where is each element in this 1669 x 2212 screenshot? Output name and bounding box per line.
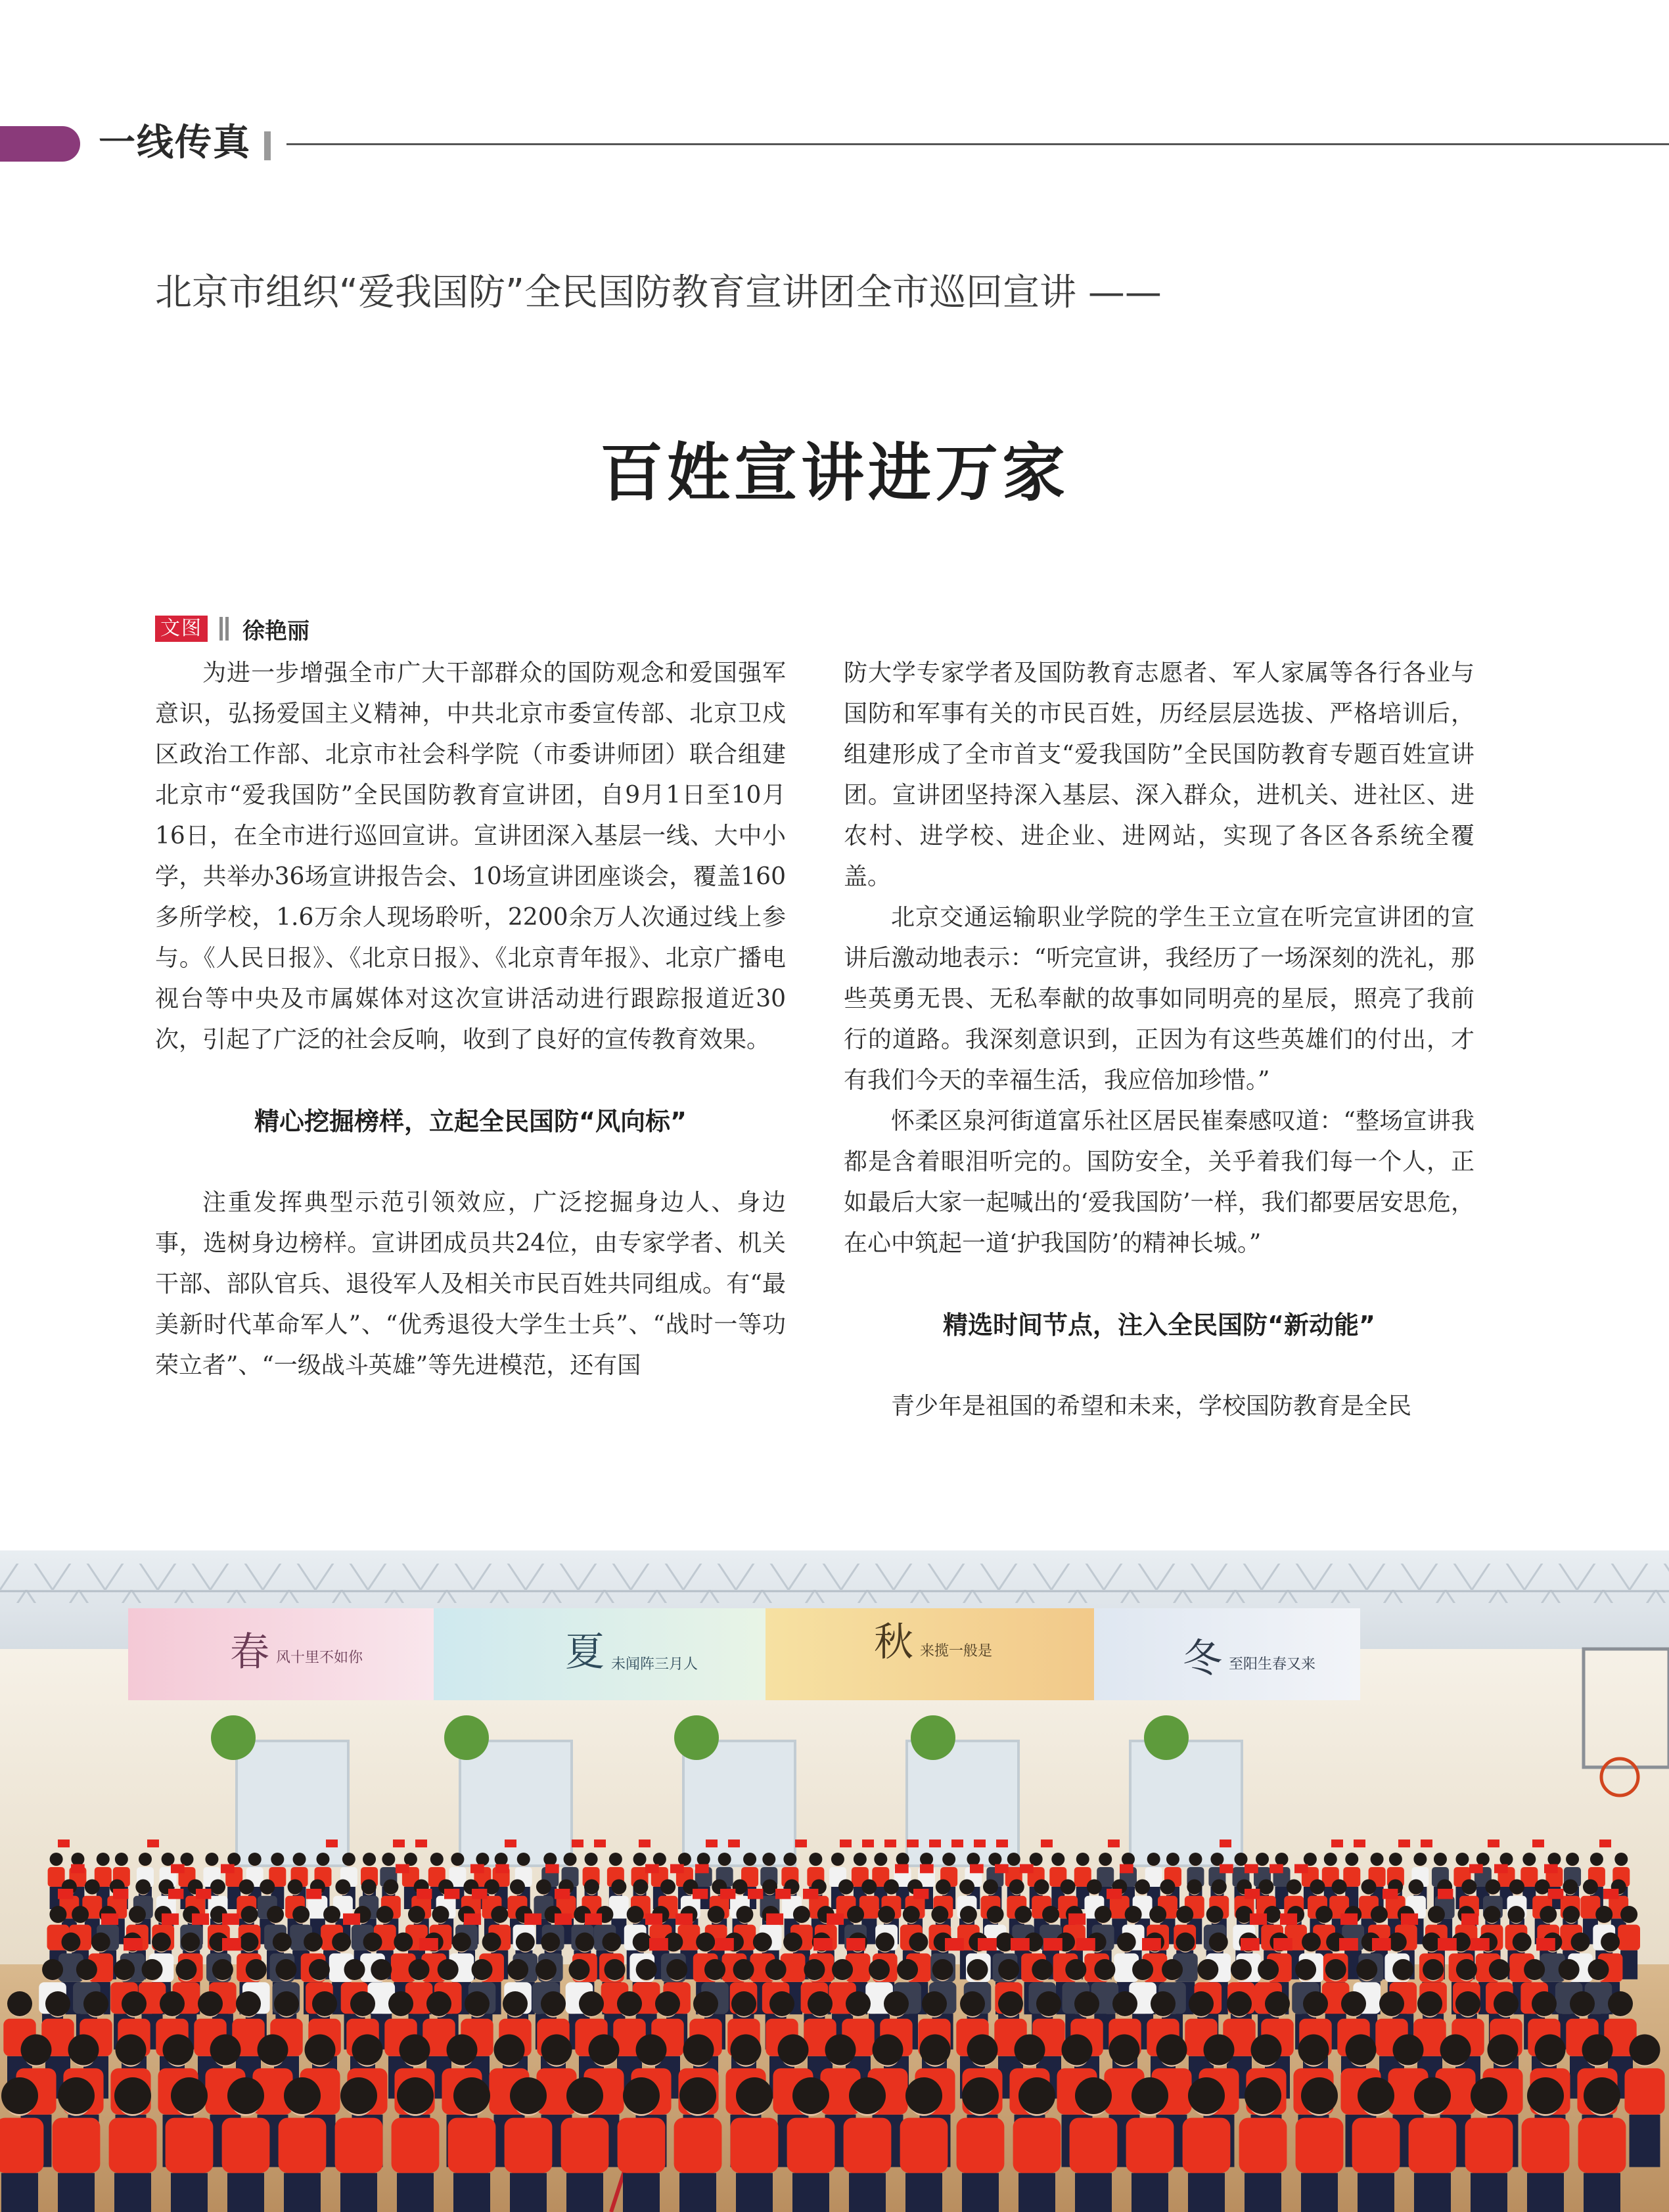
mural-autumn-char: 秋	[874, 1619, 913, 1665]
paragraph: 怀柔区泉河街道富乐社区居民崔秦感叹道：“整场宣讲我都是含着眼泪听完的。国防安全，关乎着我们每一个人，正如最后大家一起喊出的‘爱我国防’一样，我们都要居安思危，在心中筑起一道‘护我国防’的精神长城。”	[844, 1108, 1475, 1257]
mural-summer-char: 夏	[565, 1629, 605, 1675]
byline-tag: 文图	[155, 616, 208, 642]
paragraph: 注重发挥典型示范引领效应，广泛挖掘身边人、身边事，选树身边榜样。宣讲团成员共24位，由专家学者、机关干部、部队官兵、退役军人及相关市民百姓共同组成。有“最美新时代革命军人”、“优秀退役大学生士兵”、“战时一等功荣立者”、“一级战斗英雄”等先进模范，还有国	[155, 1189, 786, 1379]
subheading: 精心挖掘榜样，立起全民国防“风向标”	[254, 1107, 687, 1136]
section-title: 一线传真	[99, 122, 251, 164]
mural-spring-caption: 风十里不如你	[276, 1650, 363, 1666]
byline	[155, 614, 309, 643]
mural-autumn-caption: 来揽一般是	[920, 1643, 993, 1659]
mural-winter-char: 冬	[1183, 1636, 1222, 1682]
mural-winter-caption: 至阳生春又来	[1229, 1656, 1316, 1673]
paragraph: 防大学专家学者及国防教育志愿者、军人家属等各行各业与国防和军事有关的市民百姓，历经层层选拔、严格培训后，组建形成了全市首支“爱我国防”全民国防教育专题百姓宣讲团。宣讲团坚持深入基层、深入群众，进机关、进社区、进农村、进学校、进企业、进网站，实现了各区各系统全覆盖。	[844, 660, 1475, 890]
section-tab-marker	[0, 126, 80, 162]
paragraph: 青少年是祖国的希望和未来，学校国防教育是全民	[891, 1393, 1412, 1420]
article-column-right	[844, 653, 1475, 1427]
subheading: 精选时间节点，注入全民国防“新动能”	[943, 1311, 1375, 1340]
event-photo-illustration	[0, 1550, 1669, 2212]
kicker-title: 北京市组织“爱我国防”全民国防教育宣讲团全市巡回宣讲 ——	[155, 271, 1162, 314]
article-column-left	[155, 653, 786, 1386]
paragraph: 北京交通运输职业学院的学生王立宣在听完宣讲团的宣讲后激动地表示：“听完宣讲，我经历了一场深刻的洗礼，那些英勇无畏、无私奉献的故事如同明亮的星辰，照亮了我前行的道路。我深刻意识到，正因为有这些英雄们的付出，才有我们今天的幸福生活，我应倍加珍惜。”	[844, 904, 1475, 1094]
byline-author: 徐艳丽	[242, 618, 309, 644]
header-rule	[286, 143, 1669, 145]
event-photo	[0, 1550, 1669, 2212]
paragraph: 为进一步增强全市广大干部群众的国防观念和爱国强军意识，弘扬爱国主义精神，中共北京市委宣传部、北京卫戍区政治工作部、北京市社会科学院（市委讲师团）联合组建北京市“爱我国防”全民国防教育宣讲团，自9月1日至10月16日，在全市进行巡回宣讲。宣讲团深入基层一线、大中小学，共举办36场宣讲报告会、10场宣讲团座谈会，覆盖160多所学校，1.6万余人现场聆听，2200余万人次通过线上参与。《人民日报》、《北京日报》、《北京青年报》、北京广播电视台等中央及市属媒体对这次宣讲活动进行跟踪报道近30次，引起了广泛的社会反响，收到了良好的宣传教育效果。	[155, 660, 786, 1053]
byline-separator	[219, 617, 223, 641]
mural-winter	[1094, 1608, 1360, 1700]
section-divider-bar	[264, 131, 271, 160]
mural-spring-char: 春	[230, 1629, 269, 1675]
headline: 百姓宣讲进万家	[600, 436, 1069, 510]
mural-summer-caption: 未闻阵三月人	[611, 1656, 698, 1673]
